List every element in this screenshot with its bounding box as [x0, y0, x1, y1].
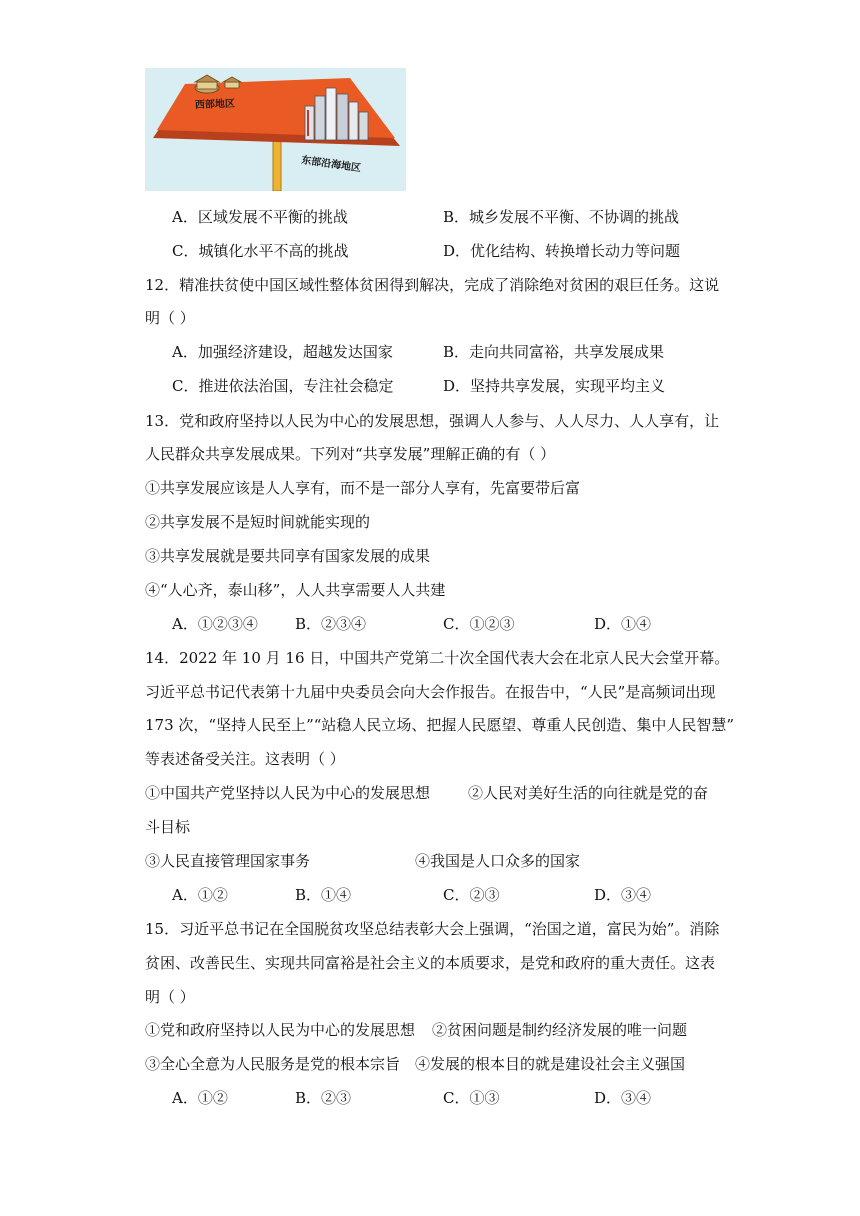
q13-statement-3: ③共享发展就是要共同享有国家发展的成果 [145, 547, 431, 565]
q14-statement-1: ①中国共产党坚持以人民为中心的发展思想 [145, 784, 431, 802]
q12-stem-line-2: 明（ ） [145, 309, 195, 327]
q15-stem-line-3: 明（ ） [145, 988, 195, 1006]
q14-statement-3: ③人民直接管理国家事务 [145, 852, 311, 870]
q15-option-d: D．③④ [594, 1089, 652, 1107]
regional-imbalance-cartoon [145, 68, 406, 191]
q15-statement-1: ①党和政府坚持以人民为中心的发展思想 [145, 1021, 416, 1039]
q13-stem-line-1: 13．党和政府坚持以人民为中心的发展思想，强调人人参与、人人尽力、人人享有，让 [145, 412, 720, 430]
q13-statement-2: ②共享发展不是短时间就能实现的 [145, 513, 371, 531]
q15-stem-line-2: 贫困、改善民生、实现共同富裕是社会主义的本质要求，是党和政府的重大责任。这表 [145, 954, 716, 972]
q14-option-c: C．②③ [443, 886, 500, 904]
q12-option-d: D．坚持共享发展，实现平均主义 [443, 377, 666, 395]
q14-option-a: A．①② [172, 886, 228, 904]
q13-statement-1: ①共享发展应该是人人享有，而不是一部分人享有，先富要带后富 [145, 479, 581, 497]
q14-stem-line-2: 习近平总书记代表第十九届中央委员会向大会作报告。在报告中，“人民”是高频词出现 [145, 683, 716, 701]
q12-option-b: B．走向共同富裕，共享发展成果 [443, 343, 665, 361]
q14-option-d: D．③④ [594, 886, 652, 904]
q12-option-a: A．加强经济建设，超越发达国家 [172, 343, 393, 361]
q15-stem-line-1: 15．习近平总书记在全国脱贫攻坚总结表彰大会上强调，“治国之道，富民为始”。消除 [145, 920, 720, 938]
q12-stem-line-1: 12．精准扶贫使中国区域性整体贫困得到解决，完成了消除绝对贫困的艰巨任务。这说 [145, 276, 720, 294]
q11-option-b: B．城乡发展不平衡、不协调的挑战 [443, 208, 680, 226]
q14-statement-2: ②人民对美好生活的向往就是党的奋 [468, 784, 709, 802]
q15-statement-3: ③全心全意为人民服务是党的根本宗旨 [145, 1055, 401, 1073]
q15-statement-2: ②贫困问题是制约经济发展的唯一问题 [432, 1021, 688, 1039]
q13-option-d: D．①④ [594, 615, 652, 633]
q11-option-c: C．城镇化水平不高的挑战 [172, 242, 349, 260]
q14-statement-2-cont: 斗目标 [145, 818, 191, 836]
q14-option-b: B．①④ [295, 886, 352, 904]
east-label: 东部沿海地区 [300, 155, 362, 175]
q15-option-c: C．①③ [443, 1089, 500, 1107]
q15-option-b: B．②③ [295, 1089, 352, 1107]
west-label: 西部地区 [194, 98, 236, 111]
q11-option-a: A．区域发展不平衡的挑战 [172, 208, 348, 226]
q13-stem-line-2: 人民群众共享发展成果。下列对“共享发展”理解正确的有（ ） [145, 445, 556, 463]
q14-stem-line-4: 等表述备受关注。这表明（ ） [145, 750, 345, 768]
q15-option-a: A．①② [172, 1089, 228, 1107]
q14-stem-line-1: 14．2022 年 10 月 16 日，中国共产党第二十次全国代表大会在北京人民大会堂开幕。 [145, 649, 730, 667]
q13-option-c: C．①②③ [443, 615, 515, 633]
q13-statement-4: ④“人心齐，泰山移”，人人共享需要人人共建 [145, 581, 446, 599]
q11-option-d: D．优化结构、转换增长动力等问题 [443, 242, 681, 260]
q12-option-c: C．推进依法治国，专注社会稳定 [172, 377, 394, 395]
q13-option-a: A．①②③④ [172, 615, 258, 633]
q14-statement-4: ④我国是人口众多的国家 [415, 852, 581, 870]
cartoon-svg [145, 68, 406, 191]
q15-statement-4: ④发展的根本目的就是建设社会主义强国 [415, 1055, 686, 1073]
q13-option-b: B．②③④ [295, 615, 367, 633]
q14-stem-line-3: 173 次，“坚持人民至上”“站稳人民立场、把握人民愿望、尊重人民创造、集中人民智慧” [145, 716, 735, 734]
